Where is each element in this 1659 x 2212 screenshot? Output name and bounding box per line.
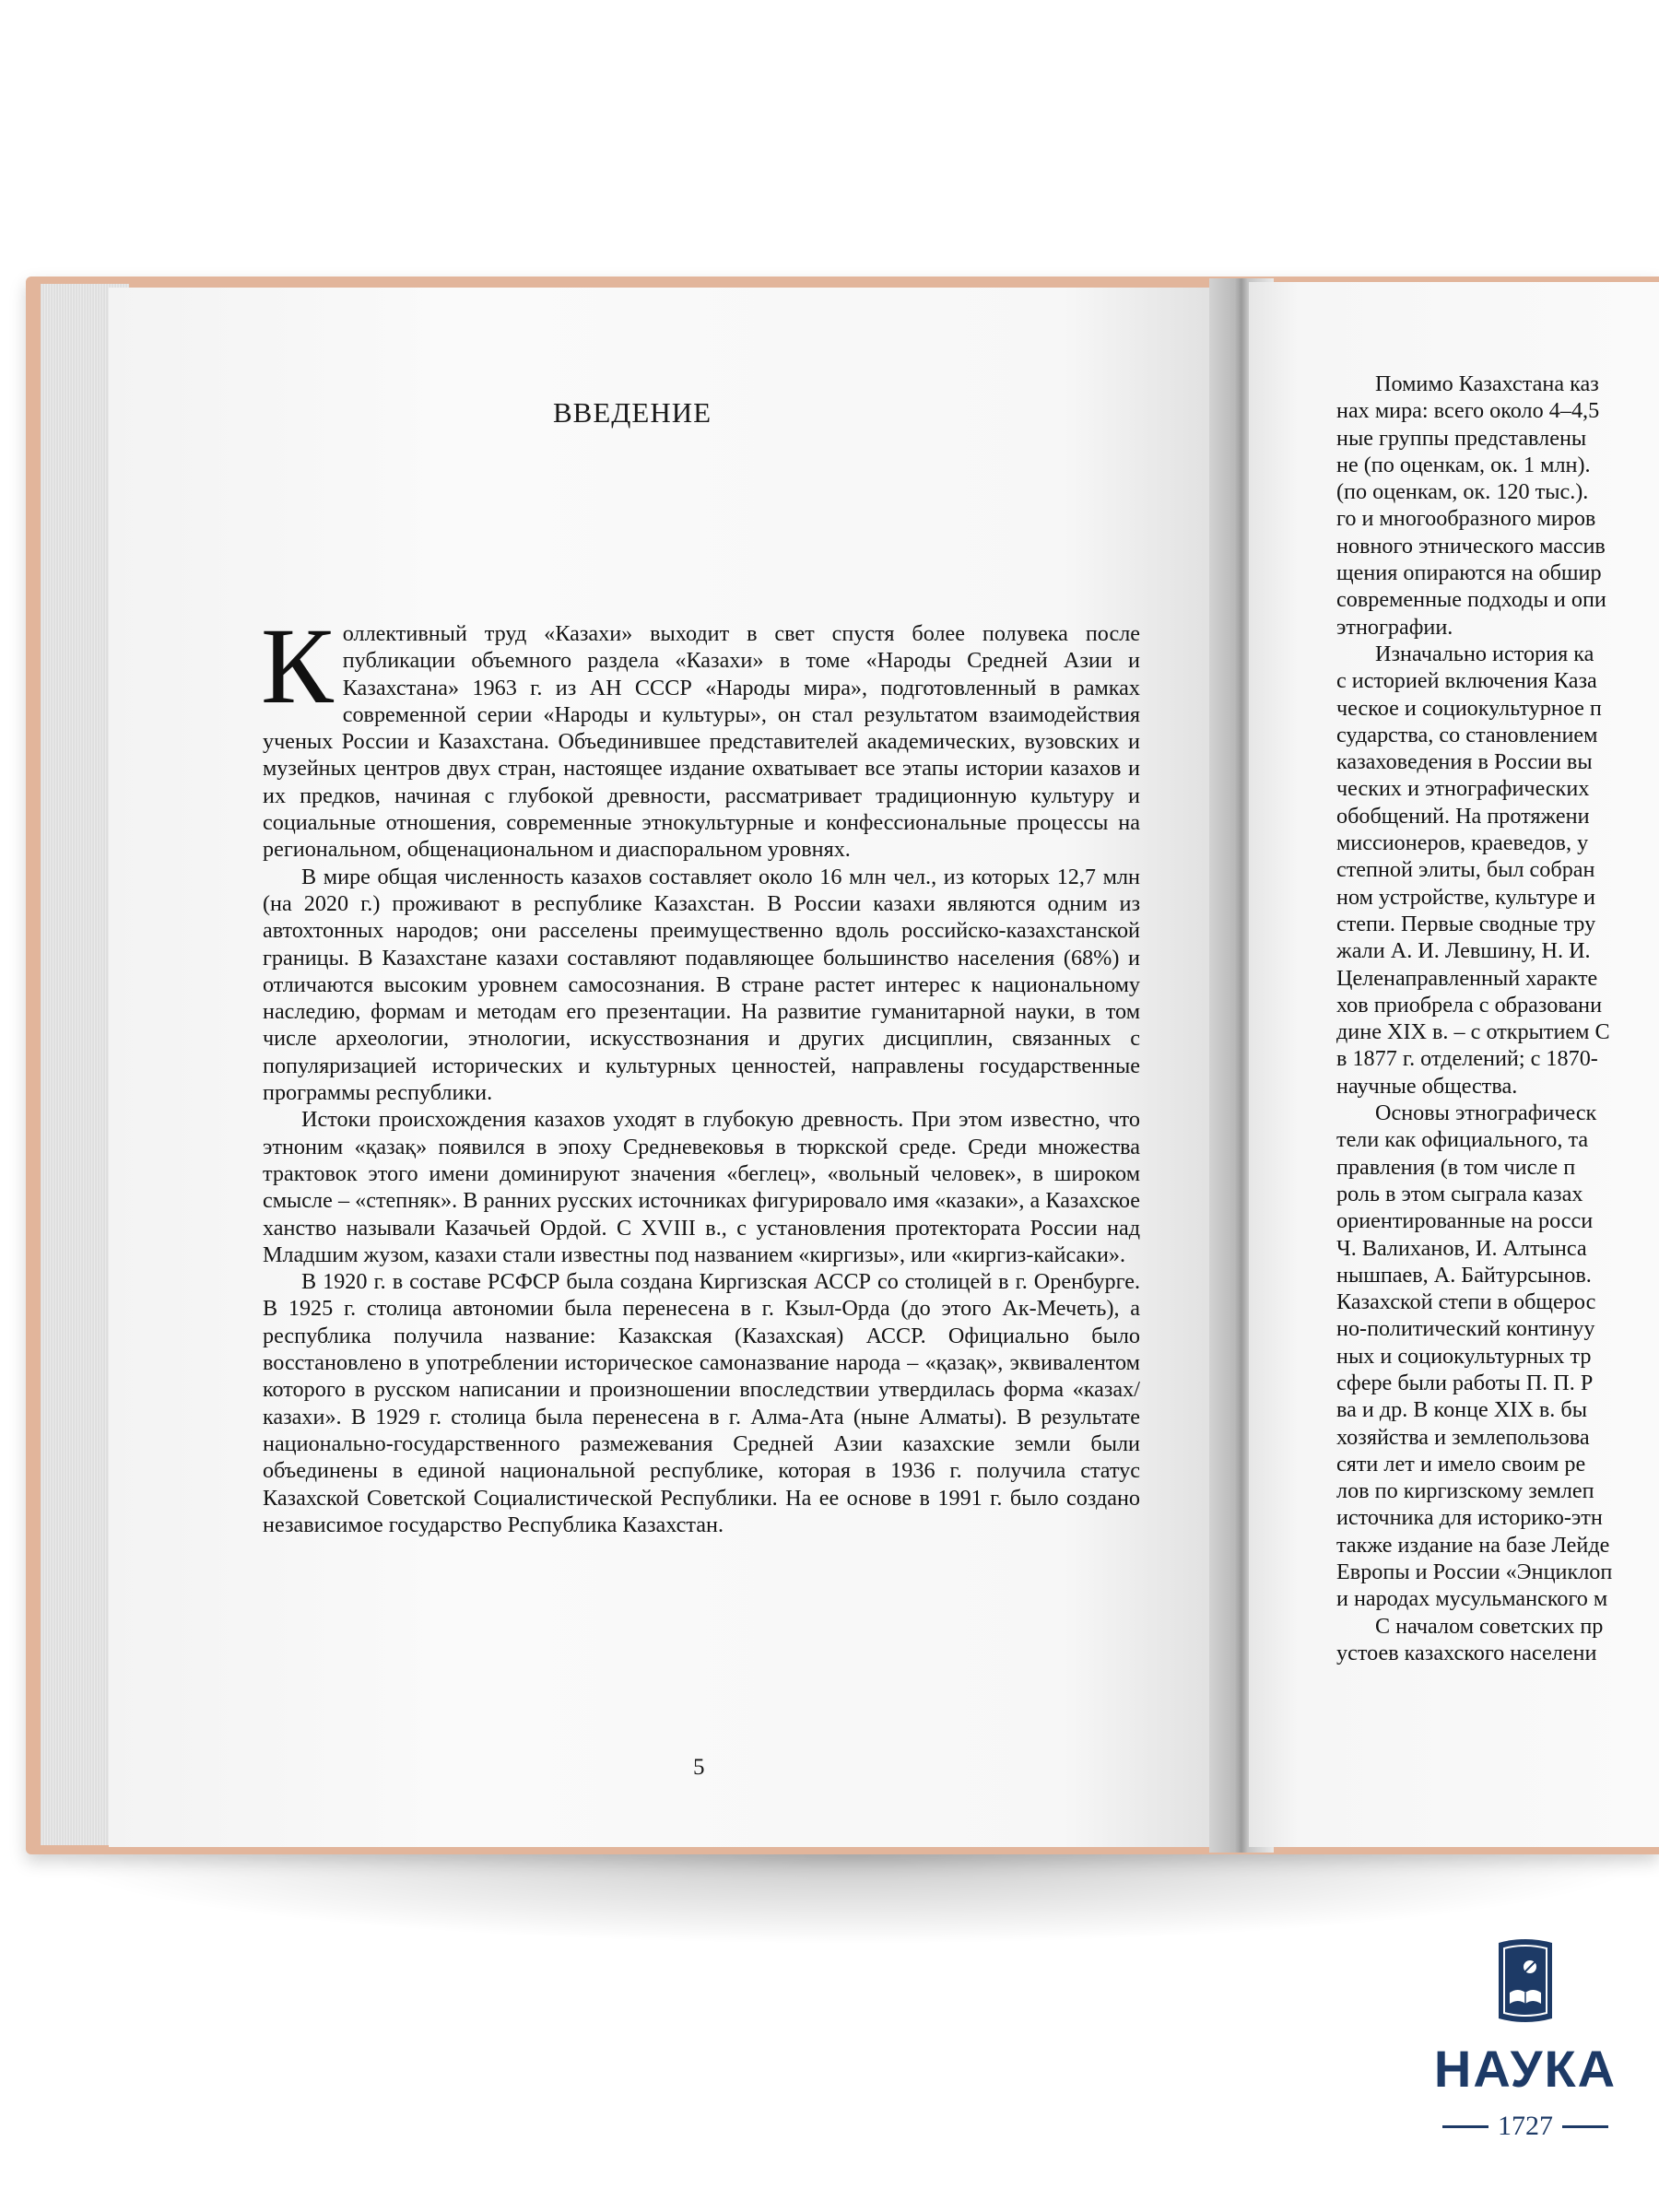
- text-line: не (по оценкам, ок. 1 млн).: [1336, 452, 1591, 477]
- dropcap: К: [261, 606, 334, 726]
- text-line: устоев казахского населени: [1336, 1640, 1597, 1665]
- publisher-year-row: [1433, 2111, 1618, 2142]
- text-line: миссионеров, краеведов, у: [1336, 830, 1589, 856]
- text-line: и народах мусульманского м: [1336, 1586, 1608, 1612]
- text-line: Изначально история ка: [1375, 641, 1594, 666]
- text-line: сударства, со становлением: [1336, 722, 1598, 747]
- paragraph: В 1920 г. в составе РСФСР была создана Киргизская АССР со столицей в г. Оренбурге. В 1925 г. столица автономии была перенесена в г. Кзыл-Орда (до этого Ак-Мечеть), а республика получила название: Казакская (Казахская) АССР. Официально было восстановлено в употреблении историческое самоназвание народа – «қазақ», эквивалентом которого в русском написании и произношении впоследствии утвердилась форма «казах/казахи». В 1929 г. столица была перенесена в г. Алма-Ата (ныне Алматы). В результате национально-государственного размежевания Средней Азии казахские земли были объединены в единой национальной республике, которая в 1936 г. получила статус Казахской Советской Социалистической Республики. На ее основе в 1991 г. было создано независимое государство Республика Казахстан.: [263, 1269, 1140, 1537]
- text-line: Ч. Валиханов, И. Алтынса: [1336, 1235, 1587, 1261]
- text-line: степной элиты, был собран: [1336, 857, 1595, 883]
- text-line: также издание на базе Лейде: [1336, 1532, 1610, 1558]
- text-line: обобщений. На протяжени: [1336, 803, 1590, 829]
- text-line: научные общества.: [1336, 1073, 1518, 1099]
- text-line: ные группы представлены: [1336, 425, 1587, 451]
- text-line: источника для историко-этн: [1336, 1505, 1603, 1531]
- text-line: современные подходы и опи: [1336, 587, 1606, 613]
- text-line: нах мира: всего около 4–4,5: [1336, 398, 1600, 424]
- paragraph: В мире общая численность казахов составляет около 16 млн чел., из которых 12,7 млн (на 2020 г.) проживают в республике Казахстан. В России казахи являются одним из автохтонных народов; они расселены преимущественно вдоль российско-казахстанской границы. В Казахстане казахи составляют подавляющее большинство населения (68%) и отличаются высоким уровнем самосознания. В стране растет интерес к национальному наследию, формам и методам его презентации. На развитие гуманитарной науки, в том числе археологии, этнологии, искусствознания и других дисциплин, связанных с популяризацией исторических и культурных ценностей, направлены государственные программы республики.: [263, 864, 1140, 1106]
- right-page-text: [1336, 371, 1659, 1666]
- text-line: Целенаправленный характе: [1336, 965, 1598, 991]
- text-line: роль в этом сыграла казах: [1336, 1181, 1583, 1206]
- text-line: в 1877 г. отделений; с 1870-: [1336, 1046, 1598, 1072]
- text-line: ва и др. В конце XIX в. бы: [1336, 1397, 1587, 1423]
- text-line: хозяйства и землепользова: [1336, 1424, 1590, 1450]
- divider: [1442, 2125, 1488, 2128]
- page-number: 5: [693, 1755, 705, 1780]
- divider: [1562, 2125, 1608, 2128]
- text-line: дине XIX в. – с открытием С: [1336, 1019, 1610, 1045]
- text-line: го и многообразного миров: [1336, 506, 1596, 532]
- text-line: степи. Первые сводные тру: [1336, 911, 1596, 936]
- text-line: тели как официального, та: [1336, 1127, 1589, 1153]
- text-line: с историей включения Каза: [1336, 668, 1597, 694]
- publisher-year: 1727: [1498, 2111, 1553, 2141]
- text-line: Помимо Казахстана каз: [1375, 371, 1599, 396]
- text-line: Европы и России «Энциклоп: [1336, 1559, 1613, 1585]
- text-line: Основы этнографическ: [1375, 1100, 1597, 1126]
- text-line: новного этнического массив: [1336, 533, 1606, 559]
- text-line: щения опираются на обшир: [1336, 560, 1602, 586]
- text-line: правления (в том числе п: [1336, 1154, 1576, 1180]
- text-line: ориентированные на росси: [1336, 1208, 1594, 1234]
- chapter-title: ВВЕДЕНИЕ: [553, 396, 712, 429]
- text-line: сяти лет и имело своим ре: [1336, 1451, 1586, 1477]
- publisher-name: НАУКА: [1433, 2040, 1618, 2098]
- nauka-emblem-icon: [1493, 1936, 1558, 2028]
- text-line: С началом советских пр: [1375, 1613, 1604, 1639]
- text-line: ных и социокультурных тр: [1336, 1343, 1592, 1369]
- text-line: (по оценкам, ок. 120 тыс.).: [1336, 479, 1589, 505]
- text-line: казаховедения в России вы: [1336, 749, 1593, 775]
- publisher-logo: [1419, 1936, 1631, 2157]
- paragraph-text: оллективный труд «Казахи» выходит в свет спустя более полувека после публикации объемного раздела «Казахи» в томе «Народы Средней Азии и Казахстана» 1963 г. из АН СССР «Народы мира», подготовленный в рамках современной серии «Народы и культуры», он стал результатом взаимодействия ученых России и Казахстана. Объединившее представителей академических, вузовских и музейных центров двух стран, настоящее издание охватывает все этапы истории казахов и их предков, начиная с глубокой древности, рассматривает традиционную культуру и социальные отношения, современные этнокультурные и конфессиональные процессы на региональном, общенациональном и диаспоральном уровнях.: [263, 621, 1140, 863]
- text-line: ном устройстве, культуре и: [1336, 884, 1595, 910]
- text-line: этнографии.: [1336, 614, 1453, 640]
- text-line: ческое и социокультурное п: [1336, 695, 1602, 721]
- intro-text: [261, 606, 1140, 1538]
- text-line: лов по киргизскому землеп: [1336, 1478, 1594, 1504]
- text-line: хов приобрела с образовани: [1336, 992, 1603, 1018]
- paragraph: Истоки происхождения казахов уходят в глубокую древность. При этом известно, что этноним «қазақ» появился в эпоху Средневековья в тюркской среде. Среди множества трактовок этого имени доминируют значения «беглец», «вольный человек», в широком смысле – «степняк». В ранних русских источниках фигурировало имя «казаки», а Казахское ханство называли Казачьей Ордой. С XVIII в., с установления протектората России над Младшим жузом, казахи стали известны под названием «киргизы», или «киргиз-кайсаки».: [263, 1107, 1140, 1267]
- text-line: жали А. И. Левшину, Н. И.: [1336, 938, 1591, 964]
- text-line: нышпаев, А. Байтурсынов.: [1336, 1262, 1592, 1288]
- text-line: ческих и этнографических: [1336, 776, 1590, 802]
- text-line: сфере были работы П. П. Р: [1336, 1370, 1594, 1395]
- text-line: но-политический континуу: [1336, 1316, 1595, 1342]
- paragraph: [261, 606, 1140, 864]
- text-line: Казахской степи в общерос: [1336, 1289, 1596, 1315]
